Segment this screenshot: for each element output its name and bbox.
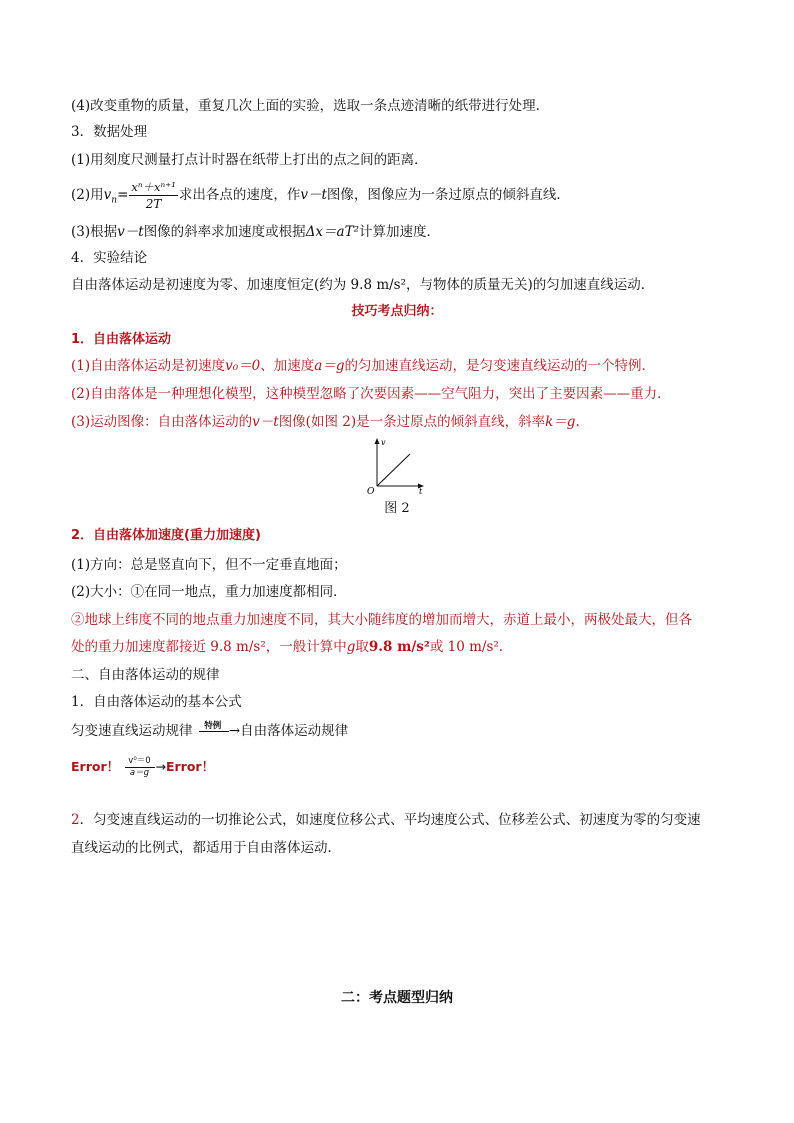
data-step-3: (3)根据v－t图像的斜率求加速度或根据Δx＝aT²计算加速度． [71,224,441,240]
part2-para-line-2: 直线运动的比例式，都适用于自由落体运动． [71,840,341,856]
velocity-fraction: $\frac{\text{xⁿ＋xⁿ⁺¹}}{2T}$ [131,179,176,211]
data-step-2: (2)用$v_n=$ $\frac{\text{xⁿ＋xⁿ⁺¹}}{2T}$ 求出各点的速度，作v－t图像，图像应为一条过原点的倾斜直线． [71,179,570,211]
figure-caption: 图 2 [384,501,410,516]
data-step-1: (1)用刻度尺测量打点计时器在纸带上打出的点之间的距离． [71,152,428,168]
rule-line: 匀变速直线运动规律 特例 →自由落体运动规律 [71,718,348,744]
heading-conclusion: 4．实验结论 [71,250,148,266]
t-axis-label: t [419,487,423,496]
s2-line-3: ②地球上纬度不同的地点重力加速度不同，其大小随纬度的增加而增大，赤道上最小，两极处最大，但各 [71,612,692,628]
heading-data-processing: 3．数据处理 [71,124,148,140]
s2-line-4: 处的重力加速度都接近 9.8 m/s²，一般计算中g取9.8 m/s²或 10 m/s². [71,639,504,655]
s2-heading: 2．自由落体加速度(重力加速度) [71,528,261,543]
part2-para-line-1: 2．匀变速直线运动的一切推论公式，如速度位移公式、平均速度公式、位移差公式、初速度为零的匀变速 [71,812,701,828]
summary-title: 技巧考点归纳： [351,304,443,319]
v-axis-arrow [375,438,380,444]
error-line: Error！ $\frac{\text{v⁰＝0}}{a=g}$ →Error！ [71,754,214,780]
s1-heading: 1．自由落体运动 [71,332,172,347]
s2-line-2: (2)大小：①在同一地点，重力加速度都相同． [71,584,347,600]
condition-arrow: $\frac{\text{v⁰＝0}}{a=g}$ [123,755,155,781]
origin-label: O [367,487,375,496]
section-title: 二：考点题型归纳 [341,990,453,1006]
s1-line-2: (2)自由落体是一种理想化模型，这种模型忽略了次要因素——空气阻力，突出了主要因素——重力． [71,386,671,402]
vt-line [377,454,410,486]
s1-line-3: (3)运动图像：自由落体运动的v－t图像(如图 2)是一条过原点的倾斜直线，斜率k＝g. [71,414,580,430]
part2-sub1: 1．自由落体运动的基本公式 [71,694,242,710]
v-axis-label: v [381,438,386,447]
s1-line-1: (1)自由落体运动是初速度v₀＝0、加速度a＝g的匀加速直线运动，是匀变速直线运动的一个特例． [71,358,655,374]
conclusion-text: 自由落体运动是初速度为零、加速度恒定(约为 9.8 m/s²，与物体的质量无关)的匀加速直线运动． [71,277,655,293]
special-case-arrow: 特例 [197,721,229,743]
s2-line-1: (1)方向：总是竖直向下，但不一定垂直地面； [71,557,347,573]
vt-graph [364,436,434,496]
part2-heading: 二、自由落体运动的规律 [71,667,220,683]
step-4-text: (4)改变重物的质量，重复几次上面的实验，选取一条点迹清晰的纸带进行处理． [71,98,550,114]
